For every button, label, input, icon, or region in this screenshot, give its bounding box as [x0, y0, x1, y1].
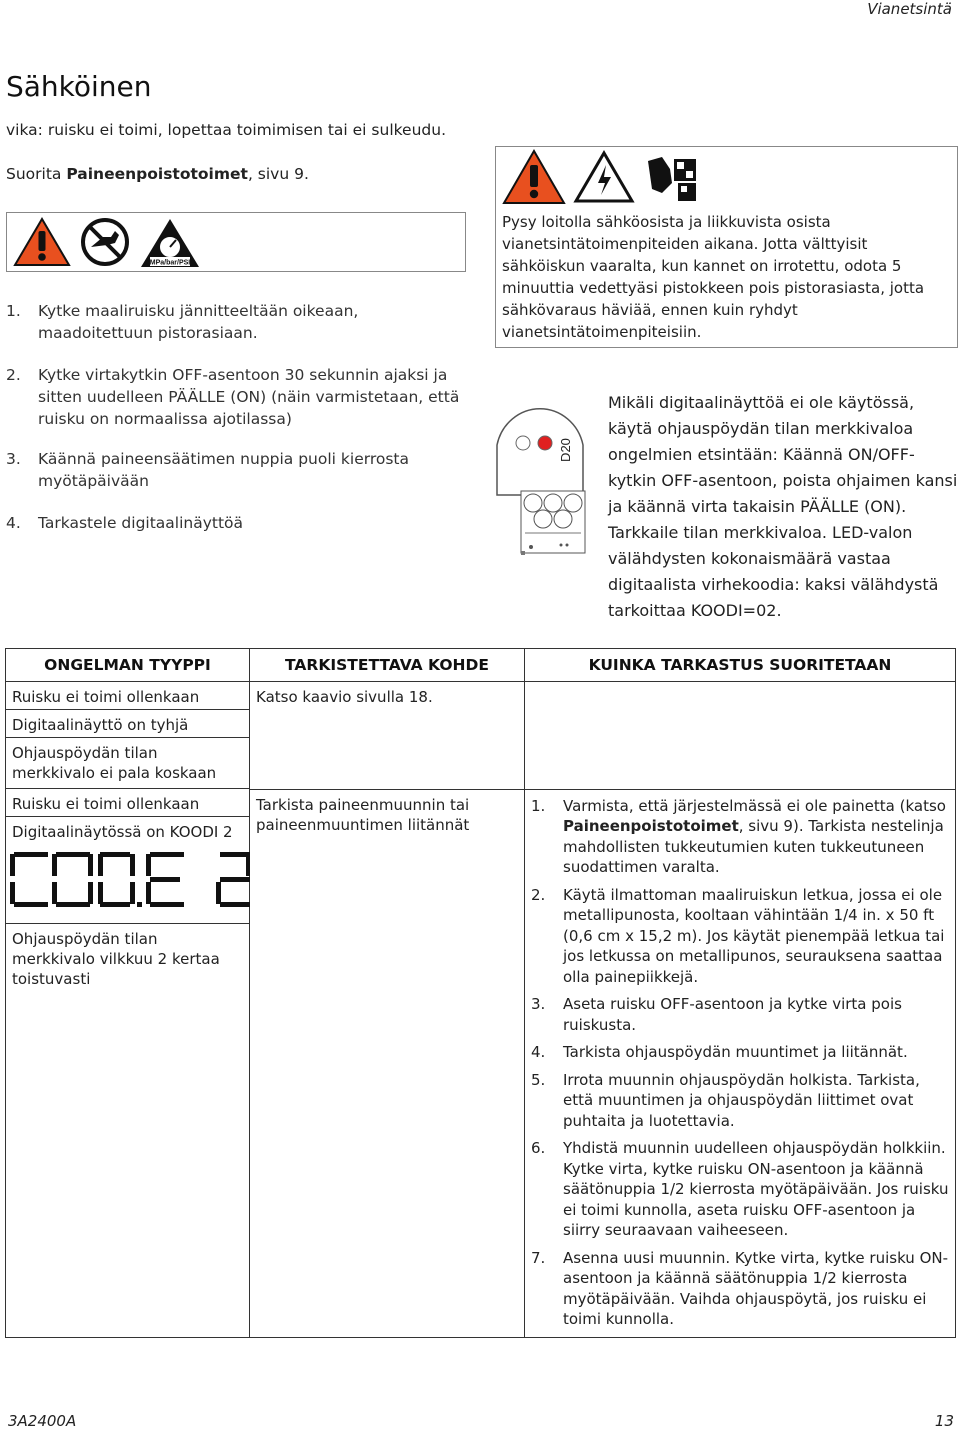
note-prefix: Suorita: [6, 165, 67, 183]
problem-item: Digitaalinäytössä on KOODI 2: [12, 823, 233, 841]
code-display: [6, 844, 249, 924]
method-steps: [525, 790, 955, 1330]
section-header: Vianetsintä: [867, 0, 952, 18]
method-step-number: 3.: [531, 995, 546, 1013]
method-step-text: Tarkista ohjauspöydän muuntimet ja liitännät.: [563, 1043, 908, 1061]
warning-triangle-icon: [13, 217, 71, 273]
problem-cell: [6, 789, 250, 1337]
method-cell: [525, 682, 956, 790]
method-step-number: 7.: [531, 1248, 546, 1267]
check-item: Katso kaavio sivulla 18.: [256, 688, 433, 706]
problem-cell: [6, 682, 250, 790]
method-cell: [525, 789, 956, 1337]
step-text: Kytke maaliruisku jännitteeltään oikeaan, maadoitettuun pistorasiaan.: [38, 302, 359, 342]
step-item: [6, 300, 476, 344]
page-title: Sähköinen: [6, 70, 152, 103]
problem-item: Ruisku ei toimi ollenkaan: [6, 682, 249, 710]
control-board-diagram: [495, 395, 587, 567]
method-step: [525, 994, 949, 1035]
step-number: 3.: [6, 450, 21, 468]
led-instructions: Mikäli digitaalinäyttöä ei ole käytössä, käytä ohjauspöydän tilan merkkivaloa ongelmien etsintään: Käännä ON/OFF-kytkin OFF-asentoon, poista ohjaimen kansi ja käännä virta takaisin PÄÄLLE (ON). Tarkkaile tilan merkkivaloa. LED-valon välähdysten kokonaismäärä vastaa digitaalista virhekoodia: kaksi välähdystä tarkoittaa KOODI=02.: [608, 393, 958, 620]
problem-item: Digitaalinäyttö on tyhjä: [6, 710, 249, 738]
pressure-relief-note: [6, 163, 309, 185]
step-text: Tarkastele digitaalinäyttöä: [38, 514, 244, 532]
method-step-text: Irrota muunnin ohjauspöydän holkista. Tarkista, että muuntimen ja ohjauspöydän liittimet ovat puhtaita ja luotettavia.: [563, 1070, 920, 1130]
step-number: 4.: [6, 514, 21, 532]
left-warning-box: [6, 212, 466, 272]
method-step: [525, 1070, 949, 1132]
no-hand-spray-icon: [77, 217, 133, 273]
method-step-bold: Paineenpoistotoimet: [563, 817, 739, 835]
step-number: 2.: [6, 366, 21, 384]
page-number: 13: [934, 1412, 954, 1430]
electric-warning-box: [495, 146, 958, 348]
header-problem-type: ONGELMAN TYYPPI: [6, 649, 250, 682]
check-item: Tarkista paineenmuunnin tai paineenmuuntimen liitännät: [256, 795, 470, 834]
step-number: 1.: [6, 302, 21, 320]
method-step: [525, 1138, 949, 1241]
troubleshooting-table: [5, 648, 956, 1338]
method-step: [525, 1248, 949, 1330]
method-step-number: 1.: [531, 796, 546, 815]
code-display-text: CODE 2: [10, 850, 14, 851]
method-step-text: Asenna uusi muunnin. Kytke virta, kytke ruisku ON-asentoon ja käännä säätönuppia 1/2 kierrosta myötäpäivään. Vaihda ohjauspöytä, jos ruisku ei toimi kunnolla.: [563, 1248, 949, 1328]
document-number: 3A2400A: [8, 1412, 77, 1430]
step-text: Käännä paineensäätimen nuppia puoli kierrosta myötäpäivään: [38, 450, 409, 490]
warning-triangle-icon: [502, 149, 566, 209]
method-step-text: Varmista, että järjestelmässä ei ole painetta (katso: [563, 796, 946, 815]
moving-parts-hand-icon: [642, 149, 706, 209]
method-step-text: Käytä ilmattoman maaliruiskun letkua, jossa ei ole metallipunosta, kooltaan vähintään 1/4 in. x 50 ft (0,6 cm x 15,2 m). Jos käytät pienempää letkua tai jos letkussa on metallipunos, seurauksena saattaa olla painepiikkejä.: [563, 885, 945, 986]
header-how-to-check: KUINKA TARKASTUS SUORITETAAN: [525, 649, 956, 682]
note-suffix: , sivu 9.: [247, 165, 309, 183]
pressure-gauge-icon: [139, 217, 201, 273]
step-item: [6, 512, 476, 534]
table-row: [6, 789, 956, 1337]
fault-description: vika: ruisku ei toimi, lopettaa toimimisen tai ei sulkeudu.: [6, 121, 446, 139]
table-row: [6, 682, 956, 790]
method-step: [525, 1042, 949, 1063]
problem-item: Ruisku ei toimi ollenkaan: [6, 789, 249, 817]
problem-item: Ohjauspöydän tilan merkkivalo vilkkuu 2 kertaa toistuvasti: [12, 930, 220, 988]
check-cell: [250, 789, 525, 1337]
status-led-icon: [538, 436, 552, 450]
method-step-text: , sivu 9). Tarkista nestelinja mahdollisten tukkeutumien kuten tukkeutuneen suodattimen varalta.: [563, 817, 944, 876]
method-step-text: Yhdistä muunnin uudelleen ohjauspöydän holkkiin. Kytke virta, kytke ruisku ON-asentoon ja käännä säätönuppia 1/2 kierrosta myötäpäivään. Jos ruisku ei toimi kunnolla, aseta ruisku OFF-asentoon ja siirry seuraavaan vaiheeseen.: [563, 1139, 949, 1239]
method-step-number: 4.: [531, 1043, 546, 1061]
gauge-caption: MPa/bar/PSI: [149, 259, 191, 267]
step-item: [6, 364, 476, 430]
note-link-text: Paineenpoistotoimet: [66, 165, 248, 183]
table-header-row: [6, 649, 956, 682]
method-step-number: 2.: [531, 885, 546, 904]
method-step: [525, 796, 949, 878]
step-item: [6, 448, 476, 492]
header-check-item: TARKISTETTAVA KOHDE: [250, 649, 525, 682]
problem-item: Ohjauspöydän tilan merkkivalo ei pala koskaan: [6, 738, 249, 789]
method-step: [525, 885, 949, 988]
check-cell: [250, 682, 525, 790]
method-step-text: Aseta ruisku OFF-asentoon ja kytke virta pois ruiskusta.: [563, 995, 902, 1034]
seven-segment-code: [10, 850, 250, 912]
electric-shock-icon: [572, 149, 636, 209]
warning-text: Pysy loitolla sähköosista ja liikkuvista osista vianetsintätoimenpiteiden aikana. Jotta välttyisit sähköiskun vaaralta, kun kannet on irrotettu, odota 5 minuuttia vedettyäsi pistokkeen pois pistorasiasta, jotta sähkövaraus häviää, ennen kuin ryhdyt vianetsintätoimenpiteisiin.: [502, 213, 925, 341]
method-step-number: 6.: [531, 1139, 546, 1157]
step-text: Kytke virtakytkin OFF-asentoon 30 sekunnin ajaksi ja sitten uudelleen PÄÄLLE (ON) (näin varmistetaan, että ruisku on normaalissa ajotilassa): [38, 366, 460, 428]
method-step-number: 5.: [531, 1070, 546, 1089]
diagram-label: D20: [558, 438, 573, 462]
